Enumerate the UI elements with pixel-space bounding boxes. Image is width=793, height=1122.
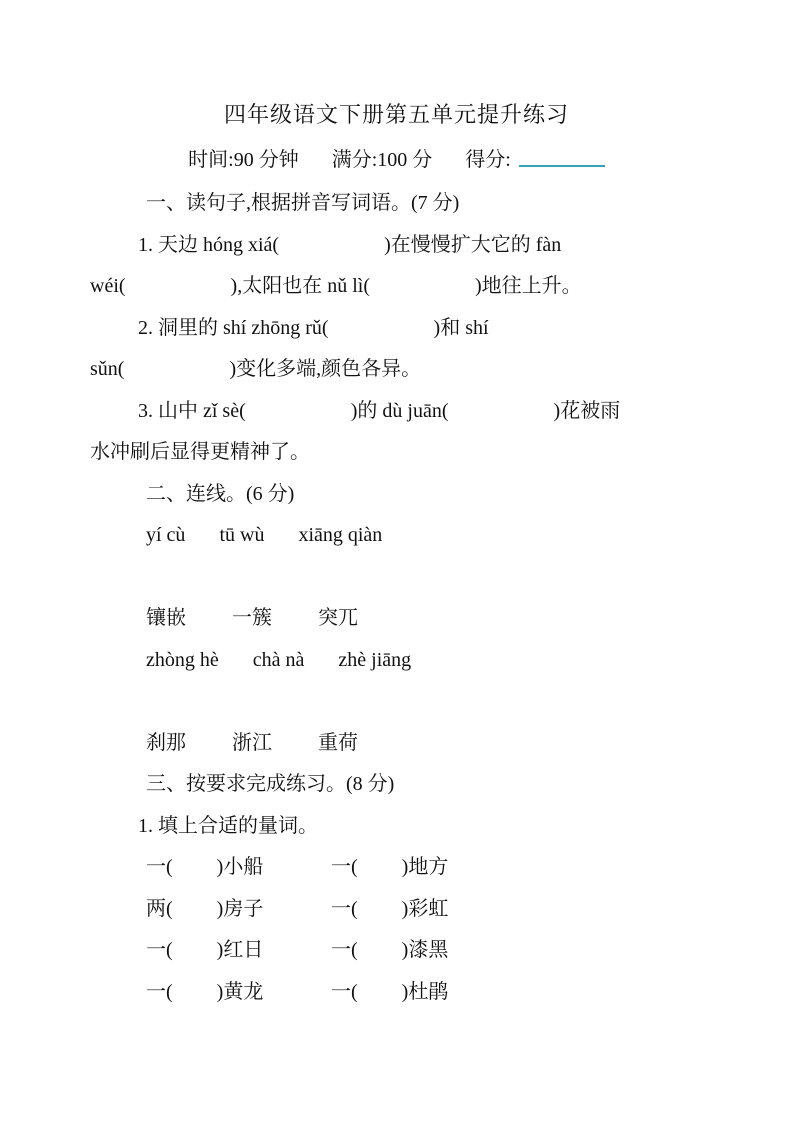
match-group2-word-row: [90, 723, 753, 765]
meta-time-label: 时间:90 分钟: [188, 149, 299, 171]
answer-blank[interactable]: [173, 997, 217, 998]
answer-blank[interactable]: [173, 955, 217, 956]
q2-text: 2. 洞里的 shí zhōng rǔ(: [138, 316, 329, 339]
quantifier-text: 一(: [331, 939, 358, 961]
section1-q1-line2: [90, 266, 753, 308]
quantifier-text: )漆黑: [401, 939, 449, 961]
match-pinyin: zhè jiāng: [338, 648, 412, 671]
quantifier-row: [90, 930, 753, 972]
q1-text: )在慢慢扩大它的 fàn: [384, 233, 562, 256]
quantifier-text: )彩虹: [401, 897, 449, 920]
answer-blank[interactable]: [279, 250, 384, 251]
quantifier-item: [146, 889, 331, 931]
quantifier-text: 一(: [331, 856, 358, 878]
match-pinyin: zhòng hè: [146, 648, 219, 671]
quantifier-row: [90, 972, 753, 1014]
match-word: 一簇: [232, 607, 272, 629]
answer-blank[interactable]: [329, 333, 434, 334]
section3-heading: 三、按要求完成练习。(8 分): [146, 773, 395, 795]
exam-meta-line: [0, 137, 793, 183]
quantifier-text: 一(: [331, 897, 358, 920]
q1-text: )地往上升。: [474, 275, 582, 297]
meta-score-label: 得分:: [465, 149, 511, 171]
answer-blank[interactable]: [370, 291, 475, 292]
q1-text: wéi(: [90, 275, 126, 297]
section1-q2-line1: [90, 308, 753, 350]
q1-text: 1. 天边 hóng xiá(: [138, 233, 280, 256]
quantifier-text: 一(: [146, 939, 173, 961]
match-group1-connect-space: [90, 557, 753, 599]
section1-q1-line1: [90, 225, 753, 267]
quantifier-item: [331, 898, 448, 920]
match-word: 刹那: [146, 731, 186, 754]
quantifier-text: 一(: [146, 856, 173, 878]
quantifier-item: [331, 981, 448, 1003]
section1-q3-line1: [90, 391, 753, 433]
match-pinyin: tū wù: [219, 524, 265, 546]
q1-text: ),太阳也在 nǔ lì(: [230, 275, 370, 297]
answer-blank[interactable]: [173, 872, 217, 873]
quantifier-text: )房子: [216, 897, 264, 920]
answer-blank[interactable]: [449, 416, 554, 417]
quantifier-row: [90, 889, 753, 931]
answer-blank[interactable]: [358, 955, 402, 956]
match-word: 重荷: [318, 731, 358, 754]
match-word: 突兀: [318, 607, 358, 629]
q2-text: )和 shí: [433, 316, 489, 339]
quantifier-text: 一(: [146, 980, 173, 1003]
section1-q3-line2: 水冲刷后显得更精神了。: [90, 441, 310, 463]
quantifier-text: )地方: [401, 856, 449, 878]
meta-full-score-label: 满分:100 分: [331, 149, 433, 171]
match-word: 浙江: [232, 731, 272, 754]
match-pinyin: xiāng qiàn: [298, 524, 383, 546]
q3-text: )的 dù juān(: [350, 399, 449, 422]
match-group1-pinyin-row: [90, 515, 753, 557]
match-word: 镶嵌: [146, 607, 186, 629]
match-group2-connect-space: [90, 681, 753, 723]
quantifier-item: [146, 847, 331, 889]
match-pinyin: yí cù: [146, 524, 186, 546]
document-body: [0, 183, 793, 1013]
quantifier-row: [90, 847, 753, 889]
quantifier-text: 两(: [146, 897, 173, 920]
answer-blank[interactable]: [124, 374, 229, 375]
quantifier-text: )黄龙: [216, 980, 264, 1003]
quantifier-text: )杜鹃: [401, 980, 449, 1003]
quantifier-text: )红日: [216, 939, 264, 961]
match-pinyin: chà nà: [252, 648, 305, 671]
q2-text: )变化多端,颜色各异。: [229, 358, 422, 380]
quantifier-text: )小船: [216, 856, 264, 878]
q3-text: )花被雨: [553, 399, 621, 422]
answer-blank[interactable]: [358, 914, 402, 915]
answer-blank[interactable]: [173, 914, 217, 915]
score-blank-underline[interactable]: [519, 161, 605, 167]
section2-heading: 二、连线。(6 分): [146, 482, 295, 505]
page-title: 四年级语文下册第五单元提升练习: [223, 102, 569, 127]
answer-blank[interactable]: [246, 416, 351, 417]
match-group1-word-row: [90, 598, 753, 640]
section1-heading: 一、读句子,根据拼音写词语。(7 分): [146, 192, 460, 214]
quantifier-text: 一(: [331, 980, 358, 1003]
q3-text: 3. 山中 zǐ sè(: [138, 399, 246, 422]
q2-text: sǔn(: [90, 358, 125, 380]
quantifier-item: [146, 972, 331, 1014]
answer-blank[interactable]: [358, 872, 402, 873]
quantifier-item: [331, 856, 448, 878]
answer-blank[interactable]: [126, 291, 231, 292]
section1-q2-line2: [90, 349, 753, 391]
quantifier-item: [331, 939, 448, 961]
answer-blank[interactable]: [358, 997, 402, 998]
quantifier-item: [146, 930, 331, 972]
section3-sub1: 1. 填上合适的量词。: [138, 814, 318, 837]
match-group2-pinyin-row: [90, 640, 753, 682]
